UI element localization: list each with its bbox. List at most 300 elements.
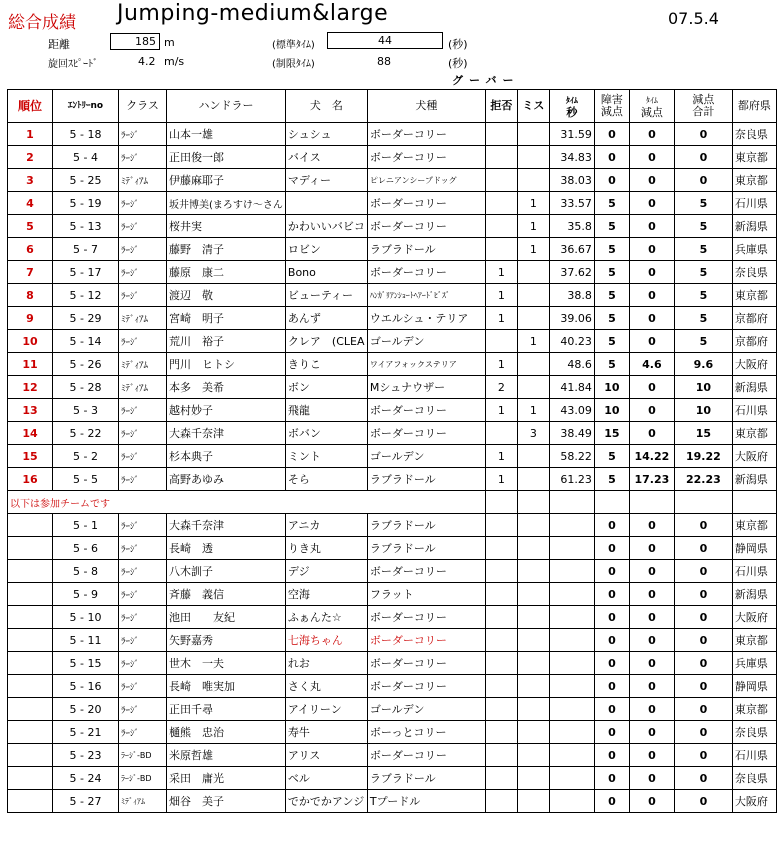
class-cell: ﾗｰｼﾞ: [119, 514, 167, 537]
class-cell: ﾗｰｼﾞ: [119, 146, 167, 169]
obstacle-cell: 0: [594, 146, 629, 169]
table-row: [8, 238, 777, 261]
handler-cell: 畑谷 美子: [167, 790, 286, 813]
handler-cell: 大森千奈津: [167, 514, 286, 537]
handler-cell: 宮崎 明子: [167, 307, 286, 330]
total-cell: 0: [674, 629, 732, 652]
time-cell: 58.22: [549, 445, 594, 468]
entry-cell: 5 - 11: [53, 629, 119, 652]
refusal-cell: [485, 537, 517, 560]
miss-cell: 1: [517, 192, 549, 215]
miss-cell: [517, 790, 549, 813]
dog-cell: ビューティー: [285, 284, 367, 307]
breed-cell: ボーダーコリー: [367, 675, 485, 698]
breed-cell: ボーダーコリー: [367, 215, 485, 238]
refusal-cell: [485, 514, 517, 537]
refusal-cell: [485, 652, 517, 675]
class-cell: ﾗｰｼﾞ: [119, 560, 167, 583]
time-penalty-cell: 0: [629, 307, 674, 330]
rank-cell: [8, 514, 53, 537]
table-row: [8, 652, 777, 675]
entry-cell: 5 - 10: [53, 606, 119, 629]
time-cell: 48.6: [549, 353, 594, 376]
total-cell: 0: [674, 790, 732, 813]
speed-value: 4.2: [138, 55, 156, 68]
handler-cell: 本多 美希: [167, 376, 286, 399]
miss-cell: [517, 307, 549, 330]
rank-cell: 7: [8, 261, 53, 284]
obstacle-cell: 5: [594, 307, 629, 330]
breed-cell: ﾊﾝｶﾞﾘｱﾝｼｮｰﾄﾍｱｰﾄﾞﾋﾞｽﾞ: [367, 284, 485, 307]
breed-cell: ボーダーコリー: [367, 744, 485, 767]
total-cell: 15: [674, 422, 732, 445]
table-header-row: [8, 90, 777, 123]
table-row: [8, 721, 777, 744]
time-penalty-cell: 0: [629, 675, 674, 698]
event-date: 07.5.4: [668, 9, 719, 28]
entry-cell: 5 - 20: [53, 698, 119, 721]
time-cell: [549, 560, 594, 583]
total-cell: 5: [674, 284, 732, 307]
refusal-cell: 1: [485, 261, 517, 284]
time-cell: [549, 675, 594, 698]
time-penalty-cell: 0: [629, 146, 674, 169]
class-cell: ﾗｰｼﾞ: [119, 399, 167, 422]
ranked-rows: [8, 123, 777, 491]
dog-cell: ミント: [285, 445, 367, 468]
dog-cell: 七海ちゃん: [285, 629, 367, 652]
rank-cell: [8, 721, 53, 744]
total-cell: 10: [674, 399, 732, 422]
time-cell: 38.03: [549, 169, 594, 192]
obstacle-cell: 5: [594, 330, 629, 353]
refusal-cell: [485, 675, 517, 698]
handler-cell: 世木 一夫: [167, 652, 286, 675]
handler-cell: 桜井実: [167, 215, 286, 238]
miss-cell: 1: [517, 215, 549, 238]
breed-cell: ラブラドール: [367, 537, 485, 560]
rank-cell: 14: [8, 422, 53, 445]
time-penalty-cell: 0: [629, 537, 674, 560]
time-penalty-cell: 0: [629, 399, 674, 422]
miss-cell: [517, 123, 549, 146]
group-label: グーバー: [452, 74, 520, 87]
entry-cell: 5 - 7: [53, 238, 119, 261]
time-penalty-cell: 0: [629, 238, 674, 261]
handler-cell: 采田 庸光: [167, 767, 286, 790]
obstacle-cell: 0: [594, 583, 629, 606]
breed-cell: ボーダーコリー: [367, 123, 485, 146]
dog-cell: アニカ: [285, 514, 367, 537]
std-time-unit: (秒): [448, 38, 468, 51]
time-penalty-cell: 0: [629, 261, 674, 284]
obstacle-cell: 0: [594, 537, 629, 560]
pref-cell: 東京都: [732, 284, 776, 307]
entry-cell: 5 - 18: [53, 123, 119, 146]
entry-cell: 5 - 6: [53, 537, 119, 560]
rank-cell: 5: [8, 215, 53, 238]
refusal-cell: [485, 238, 517, 261]
table-row: [8, 675, 777, 698]
time-penalty-cell: 0: [629, 284, 674, 307]
table-row: [8, 560, 777, 583]
handler-cell: 伊藤麻耶子: [167, 169, 286, 192]
total-cell: 0: [674, 169, 732, 192]
handler-cell: 米原哲雄: [167, 744, 286, 767]
time-penalty-cell: 0: [629, 767, 674, 790]
dog-cell: りき丸: [285, 537, 367, 560]
breed-cell: ゴールデン: [367, 445, 485, 468]
rank-cell: 4: [8, 192, 53, 215]
miss-cell: [517, 606, 549, 629]
rank-cell: 16: [8, 468, 53, 491]
rank-cell: [8, 629, 53, 652]
obstacle-cell: 0: [594, 652, 629, 675]
total-cell: 5: [674, 307, 732, 330]
pref-cell: 静岡県: [732, 675, 776, 698]
table-row: [8, 192, 777, 215]
refusal-cell: [485, 790, 517, 813]
empty-cell: [367, 491, 485, 514]
time-cell: 39.06: [549, 307, 594, 330]
table-row: [8, 399, 777, 422]
class-cell: ﾗｰｼﾞ-BD: [119, 744, 167, 767]
obstacle-cell: 0: [594, 675, 629, 698]
class-cell: ﾗｰｼﾞ: [119, 192, 167, 215]
class-cell: ﾗｰｼﾞ: [119, 238, 167, 261]
class-cell: ﾗｰｼﾞ: [119, 537, 167, 560]
dog-cell: れお: [285, 652, 367, 675]
time-cell: 35.8: [549, 215, 594, 238]
handler-cell: 樋熊 忠治: [167, 721, 286, 744]
total-cell: 0: [674, 698, 732, 721]
table-row: [8, 583, 777, 606]
entry-cell: 5 - 28: [53, 376, 119, 399]
rank-cell: [8, 744, 53, 767]
entry-cell: 5 - 3: [53, 399, 119, 422]
miss-cell: [517, 629, 549, 652]
time-cell: [549, 583, 594, 606]
class-cell: ﾐﾃﾞｨｱﾑ: [119, 376, 167, 399]
breed-cell: Tプードル: [367, 790, 485, 813]
total-cell: 5: [674, 261, 732, 284]
time-cell: 34.83: [549, 146, 594, 169]
refusal-cell: [485, 192, 517, 215]
class-cell: ﾐﾃﾞｨｱﾑ: [119, 169, 167, 192]
rank-cell: [8, 606, 53, 629]
pref-cell: 奈良県: [732, 261, 776, 284]
time-penalty-cell: 0: [629, 560, 674, 583]
miss-cell: [517, 376, 549, 399]
handler-cell: 渡辺 敬: [167, 284, 286, 307]
total-cell: 0: [674, 560, 732, 583]
entry-cell: 5 - 12: [53, 284, 119, 307]
pref-cell: 大阪府: [732, 790, 776, 813]
entry-cell: 5 - 24: [53, 767, 119, 790]
breed-cell: ピレニアンシープドッグ: [367, 169, 485, 192]
class-cell: ﾗｰｼﾞ: [119, 468, 167, 491]
time-penalty-cell: 0: [629, 123, 674, 146]
time-cell: 61.23: [549, 468, 594, 491]
speed-label: 旋回ｽﾋﾟｰﾄﾞ: [48, 59, 98, 70]
table-row: [8, 376, 777, 399]
time-penalty-cell: 0: [629, 698, 674, 721]
time-penalty-cell: 0: [629, 583, 674, 606]
breed-cell: ラブラドール: [367, 468, 485, 491]
handler-cell: 藤野 清子: [167, 238, 286, 261]
rank-cell: [8, 790, 53, 813]
col-time-penalty-line2: 減点: [640, 105, 663, 119]
handler-cell: 荒川 裕子: [167, 330, 286, 353]
dog-cell: クレア (CLEA: [285, 330, 367, 353]
handler-cell: 藤原 康二: [167, 261, 286, 284]
refusal-cell: [485, 767, 517, 790]
pref-cell: 石川県: [732, 744, 776, 767]
col-time: [549, 90, 594, 123]
entry-cell: 5 - 8: [53, 560, 119, 583]
dog-cell: かわいいバビコ: [285, 215, 367, 238]
dog-cell: アリス: [285, 744, 367, 767]
rank-cell: [8, 537, 53, 560]
dog-cell: ボバン: [285, 422, 367, 445]
handler-cell: 越村妙子: [167, 399, 286, 422]
time-penalty-cell: 17.23: [629, 468, 674, 491]
total-cell: 22.23: [674, 468, 732, 491]
obstacle-cell: 5: [594, 468, 629, 491]
miss-cell: [517, 652, 549, 675]
class-cell: ﾗｰｼﾞ: [119, 123, 167, 146]
miss-cell: 1: [517, 238, 549, 261]
pref-cell: 新潟県: [732, 376, 776, 399]
entry-cell: 5 - 17: [53, 261, 119, 284]
time-penalty-cell: 0: [629, 422, 674, 445]
col-breed: 犬種: [367, 90, 485, 123]
total-cell: 0: [674, 514, 732, 537]
rank-cell: [8, 652, 53, 675]
speed-unit: m/s: [164, 55, 185, 68]
time-penalty-cell: 0: [629, 652, 674, 675]
rank-cell: 3: [8, 169, 53, 192]
table-row: [8, 330, 777, 353]
breed-cell: ゴールデン: [367, 330, 485, 353]
breed-cell: ボーダーコリー: [367, 261, 485, 284]
time-penalty-cell: 0: [629, 169, 674, 192]
dog-cell: マディー: [285, 169, 367, 192]
entry-cell: 5 - 29: [53, 307, 119, 330]
total-cell: 5: [674, 192, 732, 215]
total-cell: 10: [674, 376, 732, 399]
entry-cell: 5 - 4: [53, 146, 119, 169]
participant-rows: [8, 514, 777, 813]
total-cell: 0: [674, 675, 732, 698]
results-table: [7, 89, 777, 813]
col-handler: ハンドラー: [167, 90, 286, 123]
empty-cell: [549, 491, 594, 514]
class-cell: ﾐﾃﾞｨｱﾑ: [119, 353, 167, 376]
obstacle-cell: 0: [594, 514, 629, 537]
breed-cell: ウエルシュ・テリア: [367, 307, 485, 330]
table-row: [8, 422, 777, 445]
class-cell: ﾗｰｼﾞ: [119, 445, 167, 468]
dog-cell: シュシュ: [285, 123, 367, 146]
dog-cell: [285, 192, 367, 215]
handler-cell: 正田俊一郎: [167, 146, 286, 169]
refusal-cell: [485, 629, 517, 652]
pref-cell: 新潟県: [732, 468, 776, 491]
total-cell: 0: [674, 583, 732, 606]
breed-cell: ラブラドール: [367, 514, 485, 537]
obstacle-cell: 0: [594, 767, 629, 790]
class-cell: ﾐﾃﾞｨｱﾑ: [119, 790, 167, 813]
dog-cell: デジ: [285, 560, 367, 583]
refusal-cell: [485, 698, 517, 721]
obstacle-cell: 5: [594, 215, 629, 238]
breed-cell: ワイアフォックステリア: [367, 353, 485, 376]
rank-cell: 12: [8, 376, 53, 399]
refusal-cell: 1: [485, 399, 517, 422]
class-cell: ﾗｰｼﾞ: [119, 284, 167, 307]
limit-time-value: 88: [377, 55, 391, 68]
pref-cell: 石川県: [732, 399, 776, 422]
obstacle-cell: 0: [594, 606, 629, 629]
miss-cell: [517, 514, 549, 537]
entry-cell: 5 - 16: [53, 675, 119, 698]
miss-cell: [517, 583, 549, 606]
breed-cell: ボーダーコリー: [367, 422, 485, 445]
time-cell: 38.49: [549, 422, 594, 445]
refusal-cell: [485, 123, 517, 146]
obstacle-cell: 0: [594, 790, 629, 813]
rank-cell: [8, 698, 53, 721]
handler-cell: 大森千奈津: [167, 422, 286, 445]
empty-cell: [594, 491, 629, 514]
handler-cell: 八木訓子: [167, 560, 286, 583]
page-subtitle: 総合成績: [8, 13, 76, 33]
time-cell: [549, 652, 594, 675]
pref-cell: 京都府: [732, 330, 776, 353]
handler-cell: 池田 友紀: [167, 606, 286, 629]
breed-cell: ラブラドール: [367, 238, 485, 261]
obstacle-cell: 5: [594, 284, 629, 307]
dog-cell: あんず: [285, 307, 367, 330]
total-cell: 0: [674, 146, 732, 169]
time-cell: 43.09: [549, 399, 594, 422]
miss-cell: [517, 767, 549, 790]
breed-cell: ボーダーコリー: [367, 606, 485, 629]
miss-cell: [517, 744, 549, 767]
table-row: [8, 698, 777, 721]
obstacle-cell: 5: [594, 192, 629, 215]
entry-cell: 5 - 19: [53, 192, 119, 215]
miss-cell: 1: [517, 330, 549, 353]
class-cell: ﾗｰｼﾞ: [119, 606, 167, 629]
rank-cell: 8: [8, 284, 53, 307]
class-cell: ﾗｰｼﾞ: [119, 583, 167, 606]
refusal-cell: 1: [485, 307, 517, 330]
handler-cell: 高野あゆみ: [167, 468, 286, 491]
dog-cell: ふぁんた☆: [285, 606, 367, 629]
class-cell: ﾗｰｼﾞ: [119, 215, 167, 238]
entry-cell: 5 - 13: [53, 215, 119, 238]
rank-cell: [8, 767, 53, 790]
time-cell: 38.8: [549, 284, 594, 307]
refusal-cell: [485, 215, 517, 238]
col-obstacle-line2: 減点: [600, 105, 623, 118]
class-cell: ﾗｰｼﾞ: [119, 261, 167, 284]
time-penalty-cell: 0: [629, 790, 674, 813]
pref-cell: 東京都: [732, 169, 776, 192]
breed-cell: ボーダーコリー: [367, 399, 485, 422]
empty-cell: [629, 491, 674, 514]
handler-cell: 長崎 透: [167, 537, 286, 560]
breed-cell: ボーっとコリー: [367, 721, 485, 744]
miss-cell: 3: [517, 422, 549, 445]
time-cell: [549, 698, 594, 721]
time-cell: [549, 721, 594, 744]
obstacle-cell: 10: [594, 399, 629, 422]
handler-cell: 斉藤 義信: [167, 583, 286, 606]
breed-cell: ボーダーコリー: [367, 192, 485, 215]
miss-cell: [517, 169, 549, 192]
refusal-cell: 2: [485, 376, 517, 399]
dog-cell: アイリーン: [285, 698, 367, 721]
pref-cell: 兵庫県: [732, 652, 776, 675]
time-cell: [549, 514, 594, 537]
entry-cell: 5 - 25: [53, 169, 119, 192]
refusal-cell: 1: [485, 353, 517, 376]
rank-cell: [8, 560, 53, 583]
limit-time-unit: (秒): [448, 57, 468, 70]
note-row: [8, 491, 777, 514]
entry-cell: 5 - 1: [53, 514, 119, 537]
obstacle-cell: 5: [594, 353, 629, 376]
total-cell: 0: [674, 767, 732, 790]
distance-value: 185: [110, 33, 160, 50]
pref-cell: 大阪府: [732, 606, 776, 629]
entry-cell: 5 - 2: [53, 445, 119, 468]
entry-cell: 5 - 15: [53, 652, 119, 675]
col-time-line2: 秒: [566, 105, 578, 119]
breed-cell: ボーダーコリー: [367, 560, 485, 583]
time-cell: 37.62: [549, 261, 594, 284]
obstacle-cell: 0: [594, 169, 629, 192]
col-miss: ミス: [517, 90, 549, 123]
miss-cell: [517, 698, 549, 721]
handler-cell: 門川 ヒトシ: [167, 353, 286, 376]
pref-cell: 奈良県: [732, 721, 776, 744]
empty-cell: [485, 491, 517, 514]
breed-cell: ボーダーコリー: [367, 629, 485, 652]
entry-cell: 5 - 23: [53, 744, 119, 767]
class-cell: ﾗｰｼﾞ: [119, 330, 167, 353]
time-penalty-cell: 0: [629, 744, 674, 767]
rank-cell: 1: [8, 123, 53, 146]
dog-cell: でかでかアンジ: [285, 790, 367, 813]
miss-cell: [517, 284, 549, 307]
total-cell: 5: [674, 215, 732, 238]
empty-cell: [732, 491, 776, 514]
refusal-cell: 1: [485, 468, 517, 491]
rank-cell: 15: [8, 445, 53, 468]
miss-cell: [517, 146, 549, 169]
time-penalty-cell: 0: [629, 514, 674, 537]
dog-cell: 飛龍: [285, 399, 367, 422]
col-entry: ｴﾝﾄﾘｰno: [53, 90, 119, 123]
table-row: [8, 744, 777, 767]
table-row: [8, 215, 777, 238]
empty-cell: [517, 491, 549, 514]
pref-cell: 静岡県: [732, 537, 776, 560]
